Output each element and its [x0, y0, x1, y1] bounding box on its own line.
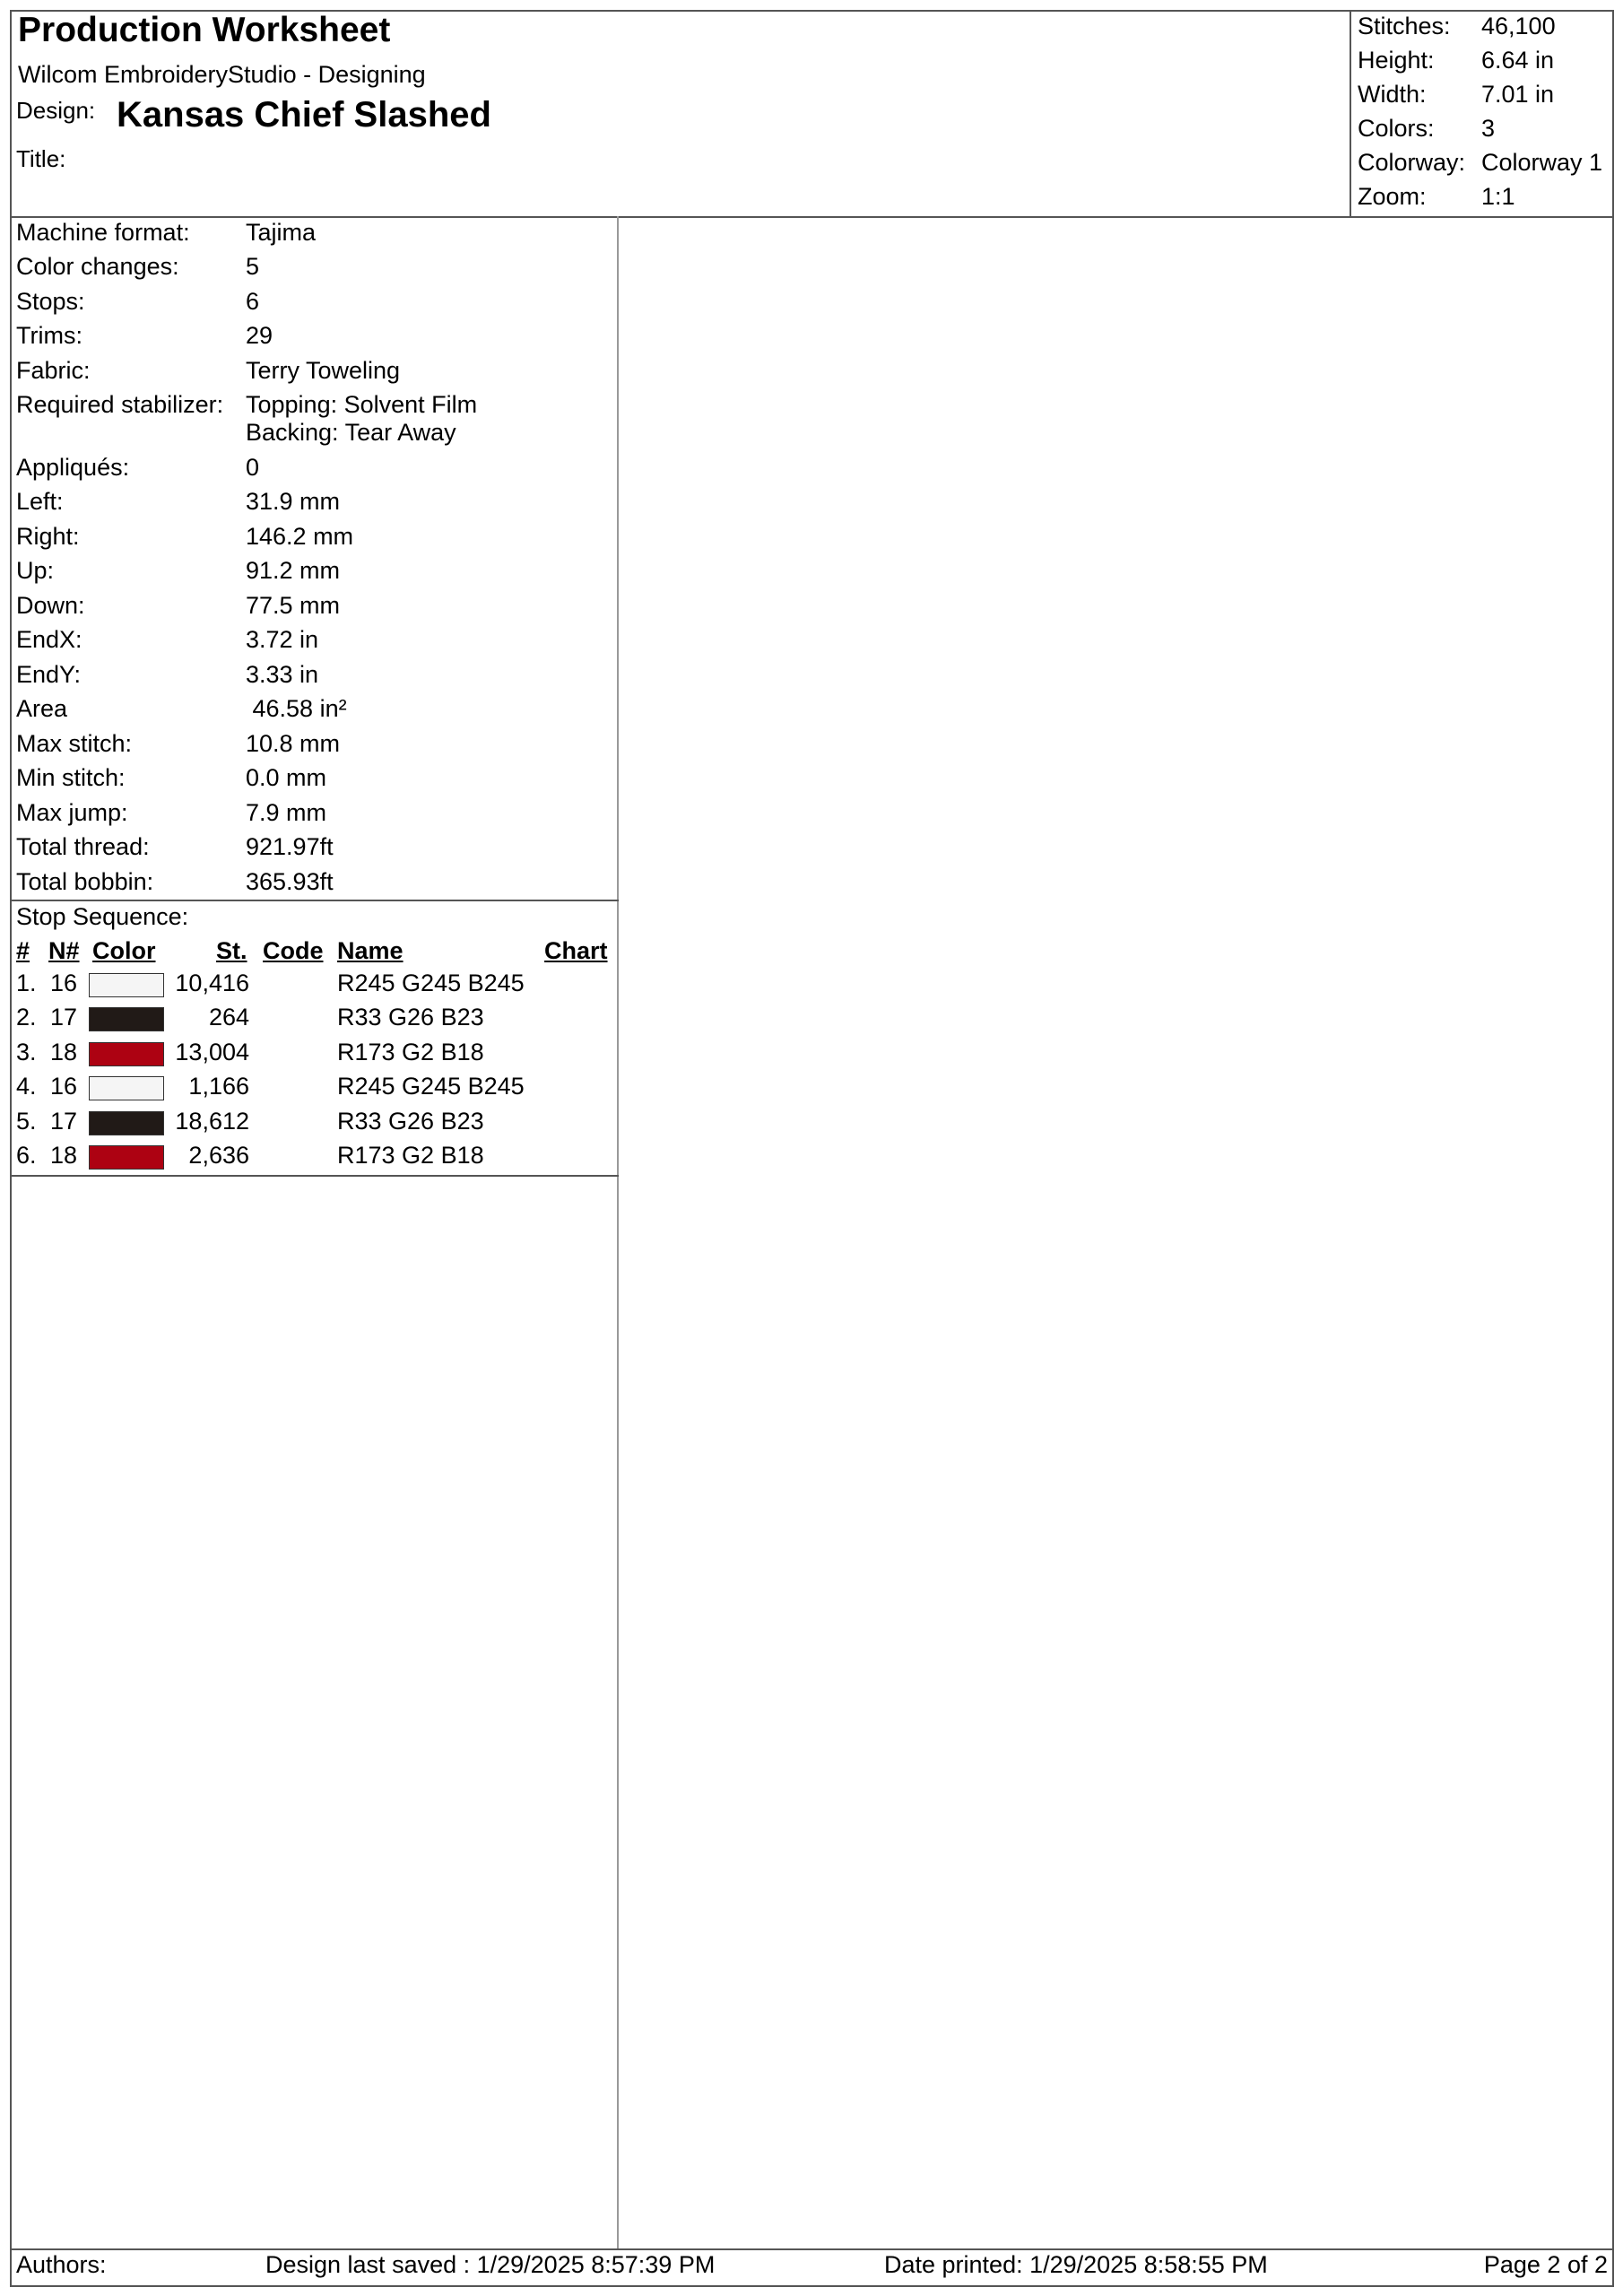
summary-label: Colors:: [1358, 115, 1435, 142]
summary-label: Width:: [1358, 81, 1427, 108]
row-color-name: R245 G245 B245: [337, 970, 525, 996]
row-number: 5.: [16, 1108, 37, 1135]
color-swatch: [89, 1111, 164, 1135]
software-name: Wilcom EmbroideryStudio - Designing: [18, 61, 426, 88]
info-value: 365.93ft: [246, 868, 334, 895]
info-value: 10.8 mm: [246, 730, 341, 757]
column-header-code: Code: [263, 937, 324, 964]
footer-last-saved: Design last saved : 1/29/2025 8:57:39 PM: [265, 2251, 716, 2278]
table-row: [0, 1039, 619, 1073]
table-row: [0, 1073, 619, 1107]
design-label: Design:: [16, 97, 96, 124]
info-label: Required stabilizer:: [16, 391, 224, 418]
info-label: Color changes:: [16, 253, 179, 280]
info-label: Right:: [16, 523, 80, 550]
table-row: [0, 970, 619, 1004]
title-label: Title:: [16, 145, 66, 172]
info-label: EndX:: [16, 626, 82, 653]
row-needle: 17: [50, 1004, 78, 1031]
table-row: [0, 1142, 619, 1176]
color-swatch: [89, 973, 164, 997]
footer-page-number: Page 2 of 2: [1483, 2251, 1608, 2278]
info-value: 7.9 mm: [246, 799, 327, 826]
row-number: 1.: [16, 970, 37, 996]
table-row: [0, 1004, 619, 1038]
row-number: 4.: [16, 1073, 37, 1100]
info-value: 77.5 mm: [246, 592, 341, 619]
info-label: Trims:: [16, 322, 82, 349]
column-header-chart: Chart: [544, 937, 608, 964]
row-stitches: 2,636: [188, 1142, 249, 1169]
info-value: 0.0 mm: [246, 764, 327, 791]
row-stitches: 264: [208, 1004, 249, 1031]
color-swatch: [89, 1076, 164, 1100]
info-value: 0: [246, 454, 260, 481]
info-value: 3.33 in: [246, 661, 319, 688]
page-title: Production Worksheet: [18, 11, 391, 49]
info-label: Area: [16, 695, 68, 722]
summary-divider: [1350, 10, 1351, 216]
column-header-hash: #: [16, 937, 30, 964]
summary-value: 6.64 in: [1481, 47, 1555, 74]
column-divider: [617, 216, 619, 2250]
header-divider: [10, 216, 1614, 218]
info-label: Appliqués:: [16, 454, 130, 481]
row-stitches: 10,416: [175, 970, 249, 996]
row-color-name: R33 G26 B23: [337, 1004, 484, 1031]
info-divider: [10, 900, 619, 901]
column-header-color: Color: [92, 937, 156, 964]
info-value: 6: [246, 288, 260, 315]
row-needle: 18: [50, 1142, 78, 1169]
info-value: 146.2 mm: [246, 523, 354, 550]
info-label: Left:: [16, 488, 64, 515]
summary-label: Zoom:: [1358, 183, 1427, 210]
summary-value: 3: [1481, 115, 1496, 142]
row-number: 6.: [16, 1142, 37, 1169]
column-header-name: Name: [337, 937, 404, 964]
row-color-name: R173 G2 B18: [337, 1142, 484, 1169]
color-swatch: [89, 1042, 164, 1066]
stop-sequence-title: Stop Sequence:: [16, 903, 189, 930]
footer-authors: Authors:: [16, 2251, 107, 2278]
row-needle: 16: [50, 1073, 78, 1100]
summary-value: 7.01 in: [1481, 81, 1555, 108]
info-label: Fabric:: [16, 357, 91, 384]
row-number: 3.: [16, 1039, 37, 1065]
info-value: Tajima: [246, 219, 317, 246]
row-number: 2.: [16, 1004, 37, 1031]
info-value: 921.97ft: [246, 833, 334, 860]
info-label: Total bobbin:: [16, 868, 154, 895]
info-value: 5: [246, 253, 260, 280]
row-needle: 17: [50, 1108, 78, 1135]
row-needle: 18: [50, 1039, 78, 1065]
color-swatch: [89, 1007, 164, 1031]
summary-value: 46,100: [1481, 13, 1556, 39]
info-value: 31.9 mm: [246, 488, 341, 515]
row-color-name: R173 G2 B18: [337, 1039, 484, 1065]
info-label: Down:: [16, 592, 85, 619]
design-name: Kansas Chief Slashed: [117, 95, 491, 135]
row-stitches: 13,004: [175, 1039, 249, 1065]
info-value: Topping: Solvent Film: [246, 391, 478, 418]
column-header-stitches: St.: [216, 937, 247, 964]
row-stitches: 18,612: [175, 1108, 249, 1135]
summary-label: Colorway:: [1358, 149, 1466, 176]
summary-label: Height:: [1358, 47, 1435, 74]
info-label: Stops:: [16, 288, 85, 315]
color-swatch: [89, 1145, 164, 1170]
info-value: Terry Toweling: [246, 357, 401, 384]
info-value: 91.2 mm: [246, 557, 341, 584]
row-needle: 16: [50, 970, 78, 996]
info-label: EndY:: [16, 661, 82, 688]
column-header-needle: N#: [48, 937, 80, 964]
info-value: 29: [246, 322, 273, 349]
info-value: 3.72 in: [246, 626, 319, 653]
info-label: Max jump:: [16, 799, 128, 826]
info-label: Min stitch:: [16, 764, 126, 791]
info-label: Max stitch:: [16, 730, 133, 757]
info-label: Total thread:: [16, 833, 150, 860]
info-label: Up:: [16, 557, 55, 584]
row-color-name: R245 G245 B245: [337, 1073, 525, 1100]
row-stitches: 1,166: [188, 1073, 249, 1100]
summary-label: Stitches:: [1358, 13, 1451, 39]
info-value-secondary: Backing: Tear Away: [246, 419, 456, 446]
info-label: Machine format:: [16, 219, 190, 246]
info-value: 46.58 in²: [246, 695, 347, 722]
row-color-name: R33 G26 B23: [337, 1108, 484, 1135]
summary-value: 1:1: [1481, 183, 1515, 210]
table-row: [0, 1108, 619, 1142]
footer-divider: [10, 2248, 1614, 2250]
footer-date-printed: Date printed: 1/29/2025 8:58:55 PM: [884, 2251, 1268, 2278]
summary-value: Colorway 1: [1481, 149, 1603, 176]
